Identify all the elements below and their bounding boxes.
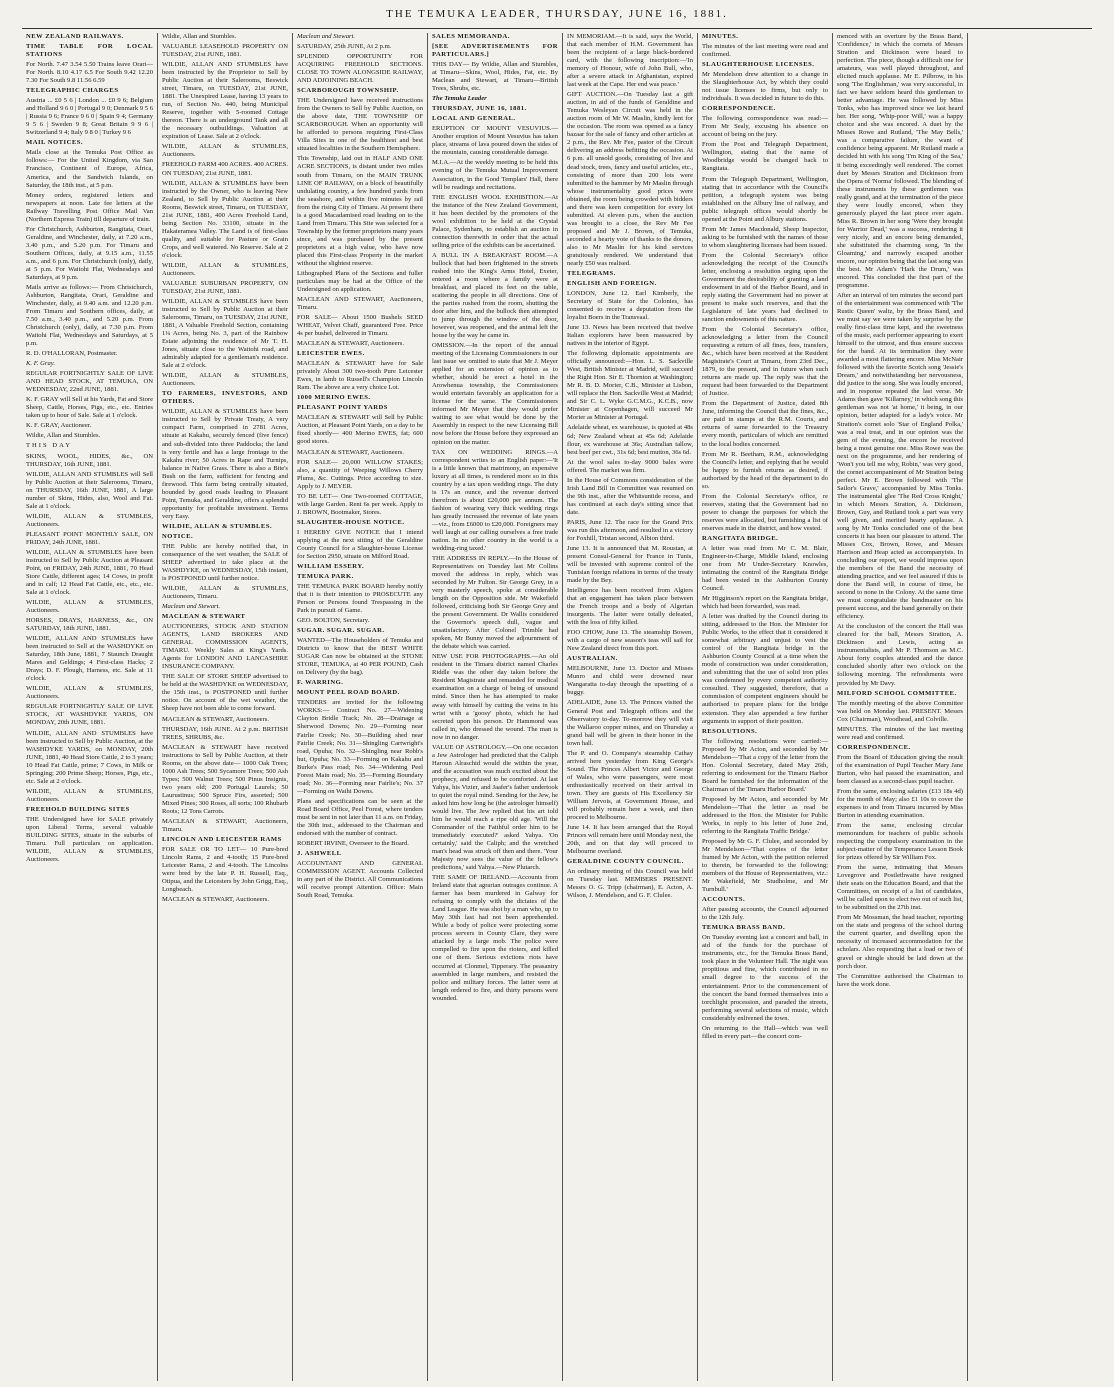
column-6-text-9: From the Colonial Secretary's office acknowledging the receipt of the Council's letter, enclosing a resolution urging upon the Government the desirability of granting a land endowment in aid of the Harbor Board, and in reply stating the Government had no power at present to make such reserves, and that the Legislature of late years had declined to sanction endowments of this nature. [702, 251, 828, 324]
column-2-text-18: AUCTIONEERS, STOCK AND STATION AGENTS, LAND BROKERS AND GENERAL COMMISSION AGENTS, TIMARU. Weekly Sales at King's Yards. Agents for LONDON AND LANCASHIRE INSURANCE COMPANY. [162, 623, 288, 671]
column-5-text-6: The following diplomatic appointments are officially announced:—Hon. L. S. Sackville West, British Minister at Madrid, will succeed the Right Hon. Sir E. Thornton at Washington; Mr R. B. D. Morier, C.B., Minister at Lisbon, will replace the Hon. Sackville West at Madrid; and Sir C. L. Wyke G.C.M.G., K.C.B., now Minister at Copenhagen, will succeed Mr Morier as Minister at Portugal. [567, 350, 693, 422]
column-3-text-0: Maclean and Stewart. [297, 33, 356, 40]
column-1-text-26: REGULAR FORTNIGHTLY SALE OF LIVE STOCK, AT WASHDYKE YARDS, ON MONDAY, 20th JUNE, 1881. [26, 703, 153, 727]
column-4-text-13: NEW USE FOR PHOTOGRAPHS.—An old resident in the Timaru district named Charles Riddle was the other day taken before the Resident Magistrate and remanded for medical examination on a charge of being of unsound mind. Since then he has attempted to make away with himself by cutting the veins in his wrist with a 'goosy' photo, which he had secreted upon his person. Dr Hammond was called in, who dressed the wound. The man is now in no danger. [432, 653, 558, 741]
column-2-text-11: WILDIE, ALLAN & STUMBLES have been instructed to Sell by Private Treaty, A very compact Farm, comprised in 2781 Acres, situate at Kakahu, securely fenced (five fence) and sub-divided into three Paddocks; the land is very fertile and has a large frontage to the Kakahu river; 50 Acres in Rape and Turnips, balance in Native Grass. There is also a Bite's Bush on the farm, sufficient for fencing and firewood. This farm being centrally situated, bounded by good roads leading to Pleasant Point, Temuka, and Geraldine, offers a splendid opportunity for profitable investment. Terms very Easy. [162, 408, 288, 520]
column-6-text-20: Proposed by Mr Acton, and seconded by Mr Mendelson—'That the letter as read be addressed to the Hon. the Minister for Public Works, in reply to his letter of June 2nd, referring to the Rangitata Traffic Bridge.' [702, 795, 828, 835]
column-6-text-23: After passing accounts, the Council adjourned to the 12th July. [702, 906, 828, 922]
column-3-text-8: FOR SALE— About 1500 Bushels SEED WHEAT, Velvet Chaff, guaranteed Free. Price 4s per bushel, delivered in Timaru. [297, 314, 423, 338]
column-3-text-31: J. ASHWELL [297, 849, 342, 857]
column-2-text-21: THURSDAY, 16th JUNE. At 2 p.m. BRITISH TREES, SHRUBS, &c. [162, 725, 288, 741]
column-3-text-1: SATURDAY, 25th JUNE, At 2 p.m. [297, 43, 392, 51]
column-1-text-15: Wildie, Allan and Stumbles. [26, 432, 101, 440]
page-header: THE TEMUKA LEADER, THURSDAY, JUNE 16, 1881. [386, 8, 728, 20]
column-2-text-1: VALUABLE LEASEHOLD PROPERTY ON TUESDAY, 21st JUNE, 1881. [162, 43, 288, 59]
column-4-text-5: LOCAL AND GENERAL. [432, 115, 516, 123]
column-2-text-6: WILDIE, ALLAN & STUMBLES, Auctioneers. [162, 261, 288, 277]
column-5-text-20: An ordinary meeting of this Council was held on Tuesday last. MEMBERS PRESENT. Messrs O. G. Tripp (chairman), E. Acton, A. Wilson, J. Mendelson, and G. F. Clulee. [567, 868, 693, 900]
column-3-text-10: LEICESTER EWES. [297, 350, 365, 358]
column-6-text-8: From Mr James Macdonald, Sheep Inspector, asking to be furnished with the names of those to whom slaughtering licenses had been issued. [702, 225, 828, 249]
column-5-text-14: AUSTRALIAN. [567, 655, 618, 663]
column-6-text-25: On Tuesday evening last a concert and ball, in aid of the funds for the purchase of instruments, etc., for the Temuka Brass Band, took place in the Volunteer Hall. The night was propitious and fine, which contributed in no small degree to the success of the entertainment. Prior to the commencement of the concert the band formed themselves into a torchlight procession, and paraded the streets, performing several selections of music, which considerably enlivened the town. [702, 934, 828, 1022]
column-5-text-13: FOO CHOW, June 13. The steamship Bowen, with a cargo of new season's teas will sail for New Zealand direct from this port. [567, 629, 693, 653]
column-1-text-18: WILDIE, ALLAN AND STUMBLES will Sell by Public Auction at their Salerooms, Timaru, on THURSDAY, 16th JUNE, 1881, A large number of Skins, Hides, also, Wool and Fat. Sale at 1 o'clock. [26, 470, 153, 510]
column-3-text-22: THE TEMUKA PARK BOARD hereby notify that it is their intention to PROSECUTE any Person or Persons found Trespassing in the Park in pursuit of Game. [297, 582, 423, 615]
column-5-text-8: At the wool sales to-day 9000 bales were offered. The market was firm. [567, 458, 693, 474]
column-1-text-13: K. F. GRAY will Sell at his Yards, Fat and Store Sheep, Cattle, Horses, Pigs, etc., etc. Entries taken up to hour of Sale. Sale at 1 o'clock. [26, 396, 153, 420]
column-2-text-25: FOR SALE OR TO LET— 10 Pure-bred Lincoln Rams, 2 and 4-tooth; 15 Pure-bred Leicester Rams, 2 and 4-tooth. The Lincolns were bred by the late P. H. Russell, Esq., Otipua, and the Leicesters by John Grigg, Esq., Longbeach. [162, 845, 288, 894]
column-4-text-15: THE SAME OF IRELAND.—Accounts from Ireland state that agrarian outrages continue. A farmer has been murdered in Galway for refusing to comply with the dictates of the Land League. He was shot by a man who, up to May 30th last had not been apprehended. While a body of police were protecting some process servers in County Clare, they were attacked by a large mob. The police were compelled to fire upon the rioters, and killed one of them. Serious evictions riots have occurred at Clonmel, Tipperary. The peasantry assembled in large numbers, and resisted the police and military forces. The latter were at length ordered to fire, and thirty persons were wounded. [432, 874, 558, 1002]
column-5-text-3: ENGLISH AND FOREIGN. [567, 279, 657, 287]
column-1-text-27: WILDIE, ALLAN AND STUMBLES have been instructed to Sell by Public Auction, at the WASHDYKE YARDS, on MONDAY, 20th JUNE, 1881, 40 Head Store Cattle, 2 to 3 years; 10 Head Fat Cattle, prime; 7 Cows, in Milk or Springing; 200 Prime Sheep; Horses, Pigs, etc., etc. Sale at 2 o'clock. [26, 729, 153, 785]
column-5-text-4: LONDON, June 12. Earl Kimberly, the Secretary of State for the Colonies, has consented to receive a deputation from the loyalist Boers in the Transvaal. [567, 289, 693, 322]
column-3-text-18: SLAUGHTER-HOUSE NOTICE. [297, 518, 405, 526]
column-3-text-17: TO BE LET— One Two-roomed COTTAGE, with large Garden. Rent 6s per week. Apply to J. BROWN, Bootmaker, Stores. [297, 492, 423, 516]
column-3-text-26: F. WARRING. [297, 679, 344, 687]
column-2-text-19: THE SALE OF STORE SHEEP advertised to be held at the WASHDYKE on WEDNESDAY, the 15th inst., is POSTPONED until further notice. On account of the wet weather, the Sheep have not been able to come forward. [162, 673, 288, 713]
column-2-text-20: MACLEAN & STEWART, Auctioneers. [162, 715, 269, 723]
column-3-text-7: MACLEAN AND STEWART, Auctioneers, Timaru. [297, 295, 423, 311]
column-5-text-15: MELBOURNE, June 13. Doctor and Misses Munro and child were drowned near Wangaratta to-day through the upsetting of a buggy. [567, 665, 693, 697]
column-1-text-19: WILDIE, ALLAN & STUMBLES, Auctioneers. [26, 512, 153, 528]
column-6-text-26: On returning to the Hall—which was well filled in every part—the concert com- [702, 1024, 828, 1040]
column-1-text-8: For Christchurch, Ashburton, Rangitata, Orari, Geraldine, and Winchester, daily, at 7.20 a.m., 3.40 p.m., and 5.20 p.m. For Timaru and Southern Offices, daily, at 9.15 a.m., 11.55 a.m., and 6 p.m. For Christchurch (only), daily, at 5 p.m. For Waitohi Flat, Wednesdays and Saturdays, at 9 p.m. [26, 225, 153, 281]
column-3-text-28: TENDERS are invited for the following WORKS:— Contract No. 27—Widening Clayton Bridle Track; No. 28—Drainage at Sherwood Downs; No. 29—Forming near Fairlie Creek; No. 30—Building shed near Fairlie Creek; No. 31—Shingling Cartwright's road, Opuha; No. 32—Shingling near Robb's hut, Opuha; No. 33—Forming on Kakahu and Burke's Pass road; No. 34—Widening Peel Forest Main road; No. 35—Forming Boundary road; No. 36—Forming near Fairlie's; No. 37—Forming on Waihi Downs. [297, 699, 423, 795]
column-1-text-20: PLEASANT POINT MONTHLY SALE, ON FRIDAY, 24th JUNE, 1881. [26, 530, 153, 546]
column-7-text-7: From the Board of Education giving the result of the examination of Pupil Teacher Mary Jane Burton, who had passed the examination, and been classed as a second-class pupil teacher. [837, 753, 963, 785]
column-4-text-0: SALES MEMORANDA. [432, 33, 510, 40]
column-6-text-4: CORRESPONDENCE. [702, 105, 776, 113]
column-1-text-17: SKINS, WOOL, HIDES, &c., ON THURSDAY, 16th JUNE, 1881. [26, 452, 153, 468]
column-2-text-10: TO FARMERS, INVESTORS, AND OTHERS. [162, 390, 288, 406]
column-1-text-12: REGULAR FORTNIGHTLY SALE OF LIVE AND HEAD STOCK, AT TEMUKA, ON WEDNESDAY, 22nd JUNE, 1881. [26, 370, 153, 394]
column-1-text-9: Mails arrive as follows:— From Christchurch, Ashburton, Rangitata, Orari, Geraldine and Winchester, daily, at 9.40 a.m. and 12.20 p.m. From Timaru and Southern offices, daily, at 7.50 a.m., 3.40 p.m., and 5.20 p.m. From Christchurch (only), daily, at 7.30 p.m. From Waitohi Flat, Wednesdays and Saturdays, at 5 p.m. [26, 283, 153, 348]
column-7-text-5: MINUTES. The minutes of the last meeting were read and confirmed. [837, 725, 963, 741]
column-6-text-18: RESOLUTIONS. [702, 727, 758, 735]
column-6-text-12: From Mr R. Beetham, R.M., acknowledging the Council's letter, and replying that he would be happy to furnish returns as desired, if authorised by the head of the department to do so. [702, 450, 828, 490]
column-2-text-14: THE Public are hereby notified that, in consequence of the wet weather, the SALE of SHEEP advertised to take place at the WASHDYKE, on WEDNESDAY, 15th instant, is POSTPONED until further notice. [162, 542, 288, 582]
column-1-text-29: FREEHOLD BUILDING SITES [26, 805, 130, 813]
column-4-text-10: OMISSION.—In the report of the annual meeting of the Licensing Commissioners in our last issue we omitted to state that Mr J. Meyer applied for an extension of opinion as to whether, should he erect a hotel in the Arowhenua township, the Commissioners would entertain favorably an application for a license for the same. The Commissioners informed Mr Meyer that they would prefer waiting to see what would be done by the Assembly in respect to the new Licensing Bill now before the House before they expressed an opinion on the matter. [432, 342, 558, 446]
column-6-text-11: From the Department of Justice, dated 8th June, informing the Council that the fines, &c., are paid in stamps at the R.M. Courts, and returns of same forwarded to the Treasury every month, particulars of which are remitted to the local bodies concerned. [702, 400, 828, 448]
column-5-text-17: The P. and O. Company's steamship Cathay arrived here yesterday from King George's Sound. The Princes Albert Victor and George of Wales, who were passengers, were most enthusiastically received on their arrival in town. They are guests of His Excellency Sir William Jervois, at Government House, and will probably remain here a week, and then proceed to Melbourne. [567, 749, 693, 821]
column-6-text-6: From the Post and Telegraph Department, Wellington, stating that the name of Woodbridge would be changed back to Rangitata. [702, 141, 828, 173]
column-4-text-9: A BULL IN A BREAKFAST ROOM.—A bullock that had been frightened in the streets rushed into the King's Arms Hotel, Exeter, entered a room where a family were at breakfast, and placed its feet on the table, scattering the people in all directions. One of the parties rushed from the room, shutting the door after him, and the bullock then attempted to jump through the window of the door, however, was reopened, and the animal left the house by the way he came in. [432, 251, 558, 340]
column-2-text-4: FREEHOLD FARM 400 ACRES. 400 ACRES. ON TUESDAY, 21st JUNE, 1881. [162, 161, 288, 177]
column-5 [562, 33, 697, 1381]
column-1-text-6: Mails close at the Temuka Post Office as follows:— For the United Kingdom, via San Francisco, Continent of Europe, Africa, America, and the Sandwich Islands, on Saturday, the 18th inst., at 5 p.m. [26, 149, 153, 189]
column-7-text-2: At the conclusion of the concert the Hall was cleared for the ball, Messrs Stratton, A. Dickinson and Lewis, acting as instrumentalists, and Mr P. Thomson as M.C. About forty couples attended and the dance concluded shortly after two o'clock on the following morning. The refreshments were provided by Mr Davy. [837, 623, 963, 687]
column-2-text-7: VALUABLE SUBURBAN PROPERTY, ON TUESDAY, 21st JUNE, 1881. [162, 279, 288, 295]
column-1-text-0: NEW ZEALAND RAILWAYS. [26, 33, 124, 40]
column-6-text-16: Mr Higginson's report on the Rangitata bridge, which had been forwarded, was read. [702, 595, 828, 611]
column-4-text-8: THE ENGLISH WOOL EXHIBITION.—At the instance of the New Zealand Government, it has been decided by the promoters of the wool exhibition to be held at the Crystal Palace, Sydenham, to establish an auction in connection therewith in order that the actual selling price of the exhibits can be ascertained. [432, 193, 558, 249]
column-5-text-2: TELEGRAMS. [567, 269, 616, 277]
column-4-text-3: The Temuka Leader [432, 95, 487, 103]
column-6-text-2: SLAUGHTERHOUSE LICENSES. [702, 61, 815, 69]
column-5-text-10: PARIS, June 12. The race for the Grand Prix was run this afternoon, and resulted in a victory for Foxhill, Tristan second, Albion third. [567, 518, 693, 542]
column-1-text-4: Austria ... £0 5 6 | London ... £0 9 6; Belgium and Holland 9 6 0 | Portugal 9 0; Denmark 9 5 6 | Russia 9 6; France 9 6 0 | Spain 9 4; Germany 9 5 6 | Sweden 9 8; Great Britain 9 9 6 | Switzerland 9 4; Italy 9 8 0 | Turkey 9 6 [26, 97, 153, 137]
column-1 [22, 33, 157, 1381]
column-1-text-28: WILDIE, ALLAN & STUMBLES, Auctioneers. [26, 787, 153, 803]
column-5-text-0: IN MEMORIAM.—It is said, says the World, that each member of H.M. Government has been the recipient of a large black-bordered card, with the following inscription:—'In memory of Honour, wife of John Bull, who, after a severe attack in Afghanistan, expired last week at the Cape. Her end was peace.' [567, 33, 693, 89]
column-3-text-13: PLEASANT POINT YARDS [297, 404, 388, 412]
column-2-text-17: MACLEAN & STEWART [162, 613, 246, 621]
column-6 [697, 33, 832, 1381]
column-1-text-23: HORSES, DRAYS, HARNESS, &c., ON SATURDAY, 18th JUNE, 1881. [26, 617, 153, 633]
column-3-text-19: I HEREBY GIVE NOTICE that I intend applying at the next sitting of the Geraldine County Council for a Slaughter-house License for Section 2950, situate on Milford Road. [297, 528, 423, 560]
column-3 [292, 33, 427, 1381]
column-7-text-6: CORRESPONDENCE. [837, 743, 911, 751]
column-6-text-10: From the Colonial Secretary's office, acknowledging a letter from the Council requesting a return of all fines, fees, transfers, &c., which have been received at the Resident Magistrate's Court at Timaru, from 23rd Dec., 1879, to the present, and in future when such returns are made up. The reply was that the request had been forwarded to the Department of Justice. [702, 326, 828, 398]
column-4-text-6: ERUPTION OF MOUNT VESUVIUS.—Another eruption of Mount Vesuvius has taken place, streams of lava poured down the sides of the mountain, causing considerable damage. [432, 125, 558, 157]
column-2 [157, 33, 292, 1381]
column-3-text-24: SUGAR. SUGAR. SUGAR. [297, 627, 385, 635]
column-4 [427, 33, 562, 1381]
column-3-text-32: ACCOUNTANT AND GENERAL COMMISSION AGENT. Accounts Collected in any part of the District. All Communications will receive prompt Attention. Office: Main South Road, Temuka. [297, 859, 423, 900]
column-3-text-27: MOUNT PEEL ROAD BOARD. [297, 689, 400, 697]
column-4-text-1: [SEE ADVERTISEMENTS FOR PARTICULARS.] [432, 43, 558, 59]
column-1-text-5: MAIL NOTICES. [26, 139, 84, 147]
column-3-text-9: MACLEAN & STEWART, Auctioneers. [297, 340, 404, 348]
column-2-text-24: LINCOLN AND LEICESTER RAMS [162, 835, 282, 843]
column-3-text-29: Plans and specifications can be seen at the Road Board Office, Peel Forest, where tenders must be sent in not later than 11 a.m. on Friday, the 30th inst., addressed to the Chairman and endorsed with the number of contract. [297, 797, 423, 837]
column-1-text-1: TIME TABLE FOR LOCAL STATIONS [26, 43, 153, 59]
column-6-text-3: Mr Mendelson drew attention to a change in the Slaughterhouse Act, by which they could not issue licenses to firms, but only to individuals. It was decided in future to do this. [702, 71, 828, 103]
column-7 [832, 33, 967, 1381]
column-2-text-13: NOTICE. [162, 532, 194, 540]
column-6-text-0: MINUTES. [702, 33, 739, 40]
column-4-text-7: M.I.A.—At the weekly meeting to be held this evening of the Temuka Mutual Improvement Association, in the Good Templars' Hall, there will be readings and recitations. [432, 159, 558, 191]
column-3-text-5: This Township, laid out in HALF AND ONE ACRE SECTIONS, is distant under two miles south from Timaru, on the MAIN TRUNK LINE OF RAILWAY, on a block of beautifully undulating country, a few hundred yards from the seashore, and within five minutes by rail from the rising City of Timaru. At present there is a good Macadamised road leading on to the Land from Timaru. This Site was selected for a Township by the former proprietors many years since, and was purchased by the present proprietors at a high value, who have now placed this First-class Property in the market without the slightest reserve. [297, 155, 423, 267]
column-3-text-12: 1000 MERINO EWES. [297, 394, 371, 402]
column-3-text-6: Lithographed Plans of the Sections and fuller particulars may be had at the Office of the Undersigned on application. [297, 269, 423, 293]
column-3-text-15: MACLEAN & STEWART, Auctioneers. [297, 448, 404, 456]
column-5-text-7: Adelaide wheat, ex warehouse, is quoted at 48s 6d; New Zealand wheat at 45s 6d; Adelaide flour, ex warehouse at 36s; Australian tallow, best beef per cwt., 31s 6d; best mutton, 36s 6d. [567, 424, 693, 456]
column-3-text-11: MACLEAN & STEWART have for Sale privately About 300 two-tooth Pure Leicester Ewes, in lamb to Russell's Champion Lincoln Ram. The above are a very choice Lot. [297, 360, 423, 392]
column-2-text-15: WILDIE, ALLAN & STUMBLES, Auctioneers, Timaru. [162, 585, 288, 601]
column-5-text-5: June 13. News has been received that twelve Italian explorers have been massacred by natives in the interior of Egypt. [567, 324, 693, 348]
column-7-text-10: From the same, intimating that Messrs Lovegrove and Postlethwaite have resigned their seats on the Education Board, and that the Committees, on receipt of a list of candidates, will be called upon to elect two out of such list, to be submitted on the 27th inst. [837, 864, 963, 912]
column-6-text-24: TEMUKA BRASS BAND. [702, 924, 786, 932]
column-6-text-19: The following resolutions were carried:— Proposed by Mr Acton, and seconded by Mr Mendelson—'That a copy of the letter from the Hon. Colonial Secretary, dated May 26th, referring to endowment for the Timaru Harbor Board be furnished for the information of the Chairman of the Timaru Harbor Board.' [702, 737, 828, 793]
column-3-text-16: FOR SALE— 20,000 WILLOW STAKES; also, a quantity of Weeping Willows Cherry Plums, &c. Cuttings. Price according to size. Apply to J. MEYER. [297, 458, 423, 490]
column-5-text-19: GERALDINE COUNTY COUNCIL. [567, 858, 684, 866]
column-1-text-22: WILDIE, ALLAN & STUMBLES, Auctioneers. [26, 599, 153, 615]
column-2-text-26: MACLEAN & STEWART, Auctioneers. [162, 896, 269, 904]
column-2-text-8: WILDIE, ALLAN & STUMBLES have been instructed to Sell by Public Auction at their Salerooms, Timaru, on TUESDAY, 21st JUNE, 1881, A Valuable Freehold Section, containing 1¼ Acres, being No. 3, part of the Rainbow Estate adjoining the residence of Mr T. H. Jones, situate close to the Waitohi road, and admirably adapted for a gentleman's residence. Sale at 2 o'clock. [162, 297, 288, 370]
column-6-text-21: Proposed by Mr G. F. Clulee, and seconded by Mr Mendelson—'That copies of the letter framed by Mr Acton, with the petition referred to therein, be forwarded to the following; members of the House of Representatives, viz.: Mr Wakefield, Mr Studholme, and Mr Turnbull.' [702, 837, 828, 894]
column-3-text-4: THE Undersigned have received instructions from the Owners to Sell by Public Auction, on the above date, THE TOWNSHIP OF SCARBOROUGH. When an opportunity will be afforded to persons requiring First-Class Villa Sites in one of the healthiest and best situated localities in the Southern Hemisphere. [297, 97, 423, 153]
column-6-text-7: From the Telegraph Department, Wellington, stating that in accordance with the Council's petition, a telegraph system was being established on the Albury line of railway, and public telegraph offices would shortly be opened at the Point and Albury stations. [702, 175, 828, 223]
column-1-text-10: R. D. O'HALLORAN, Postmaster. [26, 350, 118, 358]
column-5-text-18: June 14. It has been arranged that the Royal Princes will remain here until Monday next, the 20th, and on that day will proceed to Melbourne overland. [567, 823, 693, 856]
column-4-text-12: THE ADDRESS IN REPLY.—In the House of Representatives on Tuesday last Mr Collins moved the address in reply, which was seconded by Mr Fulton. Sir George Grey, in a very masterly speech, spoke at considerable length on the Opposition side. Mr Wakefield followed, criticising both Sir George Grey and the present Government. Dr Wallis considered the Governor's speech dull, vague and unsatisfactory. After Colonel Trimble had spoken, Mr Bunny moved the adjournment of the debate which was carried. [432, 554, 558, 651]
column-2-text-22: MACLEAN & STEWART have received instructions to Sell by Public Auction, at their Rooms, on the above date— 1000 Oak Trees; 1000 Ash Trees; 500 Sycamore Trees; 500 Ash Types; 500 Walnut Trees; 500 Pinus Insignis, two years old; 200 Portugal Laurels; 50 Laurustinus; 500 Spruce Firs, assorted; 500 Mixed Pines; 300 Roses, all sorts; 100 Rhubarb Roots; 12 Tons Carrots. [162, 743, 288, 815]
column-7-text-9: From the same, enclosing circular memorandum for teachers of public schools respecting the compulsory examination in the subject-matter of the Temperance Lesson Book for prizes offered by Sir William Fox. [837, 822, 963, 862]
column-5-text-12: Intelligence has been received from Algiers that an engagement has taken place between the French troops and a body of Algerian insurgents. The latter were totally defeated, with the loss of fifty killed. [567, 587, 693, 627]
column-3-text-20: WILLIAM ESSERY. [297, 562, 365, 570]
columns [22, 33, 1102, 1381]
column-2-text-23: MACLEAN & STEWART, Auctioneers, Timaru. [162, 817, 288, 833]
column-1-text-3: TELEGRAPHIC CHARGES [26, 87, 119, 95]
column-7-text-11: From Mr Mossman, the head teacher, reporting on the state and progress of the school during the current quarter, and dwelling upon the necessity of increased accommodation for the scholars. Also requesting that a load or two of gravel or shingle should be laid down at the porch door. [837, 914, 963, 970]
column-6-text-5: The following correspondence was read:— From Mr Sealy, excusing his absence on account of being on the jury. [702, 115, 828, 139]
column-2-text-0: Wildie, Allan and Stumbles. [162, 33, 237, 40]
column-3-text-14: MACLEAN & STEWART will Sell by Public Auction, at Pleasant Point Yards, on a day to be fixed shortly— 400 Merino EWES, fat; 600 good stores. [297, 414, 423, 446]
column-2-text-16: Maclean and Stewart. [162, 603, 221, 611]
column-7-text-3: MILFORD SCHOOL COMMITTEE. [837, 689, 957, 697]
column-2-text-3: WILDIE, ALLAN & STUMBLES, Auctioneers. [162, 143, 288, 159]
column-3-text-30: ROBERT IRVINE, Overseer to the Board. [297, 839, 409, 847]
column-7-text-12: The Committee authorised the Chairman to have the work done. [837, 972, 963, 988]
column-1-text-2: For North. 7.47 3.54 5.50 Trains leave Orari— For North. 8.10 4.17 6.5 For South 9.42 12.20 7.30 For South 9.8 11.56 6.59 [26, 61, 153, 85]
column-1-text-24: WILDIE, ALLAN AND STUMBLES have been instructed to Sell at the WASHDYKE on Saturday, 18th June, 1881, 7 Staunch Draught Mares and Geldings; 4 First-class Hacks; 2 Drays; D. F. Plough, Harness, etc. Sale at 11 o'clock. [26, 635, 153, 683]
column-1-text-16: THIS DAY [26, 442, 72, 450]
column-1-text-14: K. F. GRAY, Auctioneer. [26, 422, 92, 430]
column-6-text-13: From the Colonial Secretary's office, re reserves, stating that the Government had no power to change the purposes for which the reserves were allocated, but furnishing a list of reserves made in the district, and how vested. [702, 492, 828, 532]
column-1-text-7: Money orders, registered letters and newspapers at noon. Late fee letters at the Railway Travelling Post Office Mail Van (Northern Express Train) till departure of train. [26, 191, 153, 223]
column-7-text-1: After an interval of ten minutes the second part of the entertainment was commenced with 'The Rustic Queen' waltz, by the Brass Band, and we must say we were taken by surprise by the really first-class time kept, and the sweetness of the music, each performer appearing to exert himself to the utmost, and thus ensure success for the band. At its termination they were awarded a most flattering encore. Miss McNair followed with the favorite Scotch song 'Jessie's Dream,' and notwithstanding her nervousness, did justice to the song. She was loudly encored, and in response repeated the last verse. Mr Adams then gave 'Killarney,' in which song this gentleman was not 'at home,' it being, in our opinion, better adapted for a lady's voice. Mr Stratton's cornet solo 'Star of England Polka,' was a real treat, and in our opinion was the gem of the evening, the encore he received being a most genuine one. Miss Rowe was the next on the programme, and her rendering of 'Won't you tell me why, Robin,' was very good, the cornet accompaniment of Mr Stratton being perfect. Mr E. Brown followed with 'The Sailor's Grave,' accompanied by Miss Tonks. The instrumental glee 'The Red Cross Knight,' in which Messrs Stratton, A. Dickinson, Brown, Guy, and Rutland took a part was very well given, and merited hearty applause. A song by Mr Tonks concluded one of the best concerts it has been our pleasure to attend. The Misses Cox, Brown, Rowe, and Messrs Harrison and Heap acted as accompanyists. In concluding our report, we would impress upon the members of the Band the necessity of attending practice, and we feel assured if this is done the Band will, in course of time, be second to none in the Colony. At the same time we must congratulate the bandmaster on his present success, and the band generally on their efficiency. [837, 292, 963, 621]
column-1-text-21: WILDIE, ALLAN & STUMBLES have been instructed to Sell by Public Auction at Pleasant Point, on FRIDAY, 24th JUNE, 1881, 70 Head Store Cattle, different ages; 14 Cows, in profit and in calf; 12 Head Fat Cattle, etc., etc., etc. Sale at 1 o'clock. [26, 548, 153, 596]
column-6-text-14: RANGITATA BRIDGE. [702, 534, 779, 542]
column-5-text-11: June 13. It is announced that M. Roustan, at present Consul-General for France in Tunis, will be invested with supreme control of the Tunisian foreign relations in terms of the treaty made by the Bey. [567, 544, 693, 585]
column-3-text-25: WANTED—The Householders of Temuka and Districts to know that the BEST WHITE SUGAR Can now be obtained at the STONE STORE, TEMUKA, at 40 PER POUND, Cash on Delivery (by the bag). [297, 637, 423, 677]
column-3-text-3: SCARBOROUGH TOWNSHIP. [297, 87, 399, 95]
column-4-text-4: THURSDAY, JUNE 16, 1881. [432, 105, 527, 113]
column-3-text-23: GEO. BOLTON, Secretary. [297, 617, 370, 625]
column-4-text-14: VALUE OF ASTROLOGY.—On one occasion a Jew Astrologer had predicted that the Caliph Haroun Alraschid would die within the year, and the accusation was much excited about the prophecy, and refused to be comforted. At last Yahya, his Vizier, and Jaafer's father undertook to quiet the royal mind. Sending for the Jew, he asked him how long he (the astrologer himself) would live. The Jew replied that his art told him he would reach a ripe old age. 'Will the Commander of the Faithful order him to be immediately executed?' asked Yahya. 'On certainly,' said the Caliph; and the wretched man's head was struck off then and there. 'Your Majesty now sees the value of the fellow's predictions,' said Yahya.—New Plutarch. [432, 743, 558, 872]
column-4-text-11: TAX ON WEDDING RINGS.—A correspondent writes to an English paper:—'It is a little known that matrimony, an expensive luxury at all times, is rendered more so in this country by a tax upon wedding rings. The duty is 17s an ounce, and the revenue derived therefrom is about £20,000 per annum. The fashion of wearing very thick wedding rings has greatly increased the revenue of late years—viz., from £6000 to £20,000. Foreigners may well laugh at our calling ourselves a free trade nation. In no other country in the world is a wedding-ring taxed.' [432, 448, 558, 552]
column-5-text-9: In the House of Commons consideration of the Irish Land Bill in Committee was resumed on the 9th inst., after the Whitsuntide recess, and has continued at each day's sitting since that date. [567, 476, 693, 516]
column-3-text-2: SPLENDID OPPORTUNITY FOR ACQUIRING FREEHOLD SECTIONS. CLOSE TO TOWN ALONGSIDE RAILWAY, AND ADJOINING BEACH. [297, 53, 423, 85]
column-2-text-12: WILDIE, ALLAN & STUMBLES. [162, 522, 273, 530]
column-2-text-5: WILDIE, ALLAN & STUMBLES have been instructed by the Owner, who is leaving New Zealand, to Sell by Public Auction at their Rooms, Beswick street, Timaru, on TUESDAY, 21st JUNE, 1881, 400 Acres Freehold Land, being Section No. 33100, situate in the Hakateramea Valley. The Land is of first-class quality, and suitable for Pasture or Grain Crops, and well watered. No Reserve. Sale at 2 o'clock. [162, 179, 288, 259]
column-6-text-15: A letter was read from Mr C. M. Blair, Engineer-in-Charge, Middle Island, enclosing one from Mr Under-Secretary Knowles, intimating the control of the Rangitata Bridge had been vested in the Ashburton County Council. [702, 544, 828, 593]
column-3-text-21: TEMUKA PARK. [297, 572, 354, 580]
column-6-text-1: The minutes of the last meeting were read and confirmed. [702, 43, 828, 59]
header-rule [22, 28, 1092, 29]
column-1-text-30: THE Undersigned have for SALE privately upon Liberal Terms, several valuable BUILDING SITES, situate in the suburbs of Timaru. Full particulars on application. WILDIE, ALLAN & STUMBLES, Auctioneers. [26, 815, 153, 863]
column-6-text-22: ACCOUNTS. [702, 896, 746, 904]
column-5-text-16: ADELAIDE, June 13. The Princes visited the General Post and Telegraph offices and the Observatory to-day. To-morrow they will visit the Wallaroo copper mines, and on Thursday a grand ball will be given in their honor in the town hall. [567, 699, 693, 747]
column-7-text-4: The monthly meeting of the above Committee was held on Monday last. PRESENT. Messrs Cox (Chairman), Woodhead, and Colville. [837, 699, 963, 723]
column-4-text-2: THIS DAY— By Wildie, Allan and Stumbles, at Timaru—Skins, Wool, Hides, Fat, etc. By Maclean and Stewart, at Timaru—British Trees, Shrubs, etc. [432, 61, 558, 93]
column-2-text-2: WILDIE, ALLAN AND STUMBLES have been instructed by the Proprietor to Sell by Public Auction at their Salerooms, Beswick street, Timaru, on TUESDAY, 21st JUNE, 1881. The Unexpired Lease, having 13 years to run, of Section No. 440, being Municipal Reserve, together with 5-roomed Cottage thereon. There is an underground Tank and all the necessary outbuildings. Valuation at expiration of Lease. Sale at 2 o'clock. [162, 61, 288, 141]
column-5-text-1: GIFT AUCTION.—On Tuesday last a gift auction, in aid of the funds of Geraldine and Temuka Wesleyan Circuit was held in the auction room of Mr W. Maslin, kindly lent for the occasion. The room was opened as a fancy bazaar for the sale of fancy and other articles at 2 p.m., the Rev. Mr Fee, pastor of the Circuit delivering an address befitting the occasion. At 6 p.m. all unsold goods, consisting of live and dead stock, trees, fancy and useful articles, etc., consisting of more than 200 lots were submitted to the hammer by Mr Maslin through whose instrumentality good prices were obtained, the room being crowded with bidders and there was keen competition for every lot submitted. At eleven p.m., when the auction was brought to a close, the Rev Mr Fee proposed and Mr J. Brown, of Temuka, seconded a hearty vote of thanks to the donors, also to Mr Maslin for his kind services gratuitously rendered. We understand that nearly £50 was realised. [567, 91, 693, 267]
column-6-text-17: A letter was drafted by the Council during its sitting, addressed to the Hon. the Minister for Public Works, to the effect that it considered it somewhat arbitrary and unjust to vest the control of the Rangitata bridge in the Ashburton County Council at a time when the mode of construction was under consideration, and submitting that the use of solid iron piles was condemned by every competent authority consulted. They suggested, therefore, that a commission of competent engineers should be authorised to prepare plans for the bridge extension. They also appended a few further arguments in support of their position. [702, 613, 828, 725]
column-1-text-25: WILDIE, ALLAN & STUMBLES, Auctioneers. [26, 685, 153, 701]
column-8 [967, 33, 1102, 1381]
column-7-text-8: From the same, enclosing salaries (£13 18s 4d) for the month of May; also £1 10s to cover the expenses to and from Timaru incurred by Miss Burton in attending examination. [837, 787, 963, 819]
column-2-text-9: WILDIE, ALLAN & STUMBLES, Auctioneers. [162, 372, 288, 388]
column-7-text-0: menced with an overture by the Brass Band, 'Confidence,' in which the cornets of Messrs Stratton and Dickinson were heard to perfection. The piece, though a difficult one for amateurs, was well played throughout, and elicited much applause. Mr E. Pilbrow, in his song 'The Englishman,' was very successful, in fact we have seldom heard this gentleman to better advantage. He was followed by Miss Tonks, who has improved since we last heard her. Her song, 'Whip-poor Will,' was a happy choice and she was encored. A duet by the Misses Rowe and Rutland, 'The May Bells,' was a comparative failure, the want of confidence being apparent. Mr Rutland made a decided hit with his song 'I'm King of the Sea,' it being exceedingly well rendered. The cornet duet by Messrs Stratton and Dickinson from the Opera of 'Norma' followed. The blending of these instruments by these gentlemen was really grand, and at the termination of the piece they were loudly encored, when they generously played the last piece over again. Miss R. Brown in her song 'Were they brought for Warrior Dead,' was a success, rendering it very nicely, and an encore being demanded, she substituted the charming song, 'In the Gloaming,' and narrowly escaped another encore, our opinion being that the last song was the best. Mr Adam's 'Hark the Drum,' was encored. This concluded the first part of the programme. [837, 33, 963, 289]
column-1-text-11: K. F. Gray. [26, 360, 56, 368]
